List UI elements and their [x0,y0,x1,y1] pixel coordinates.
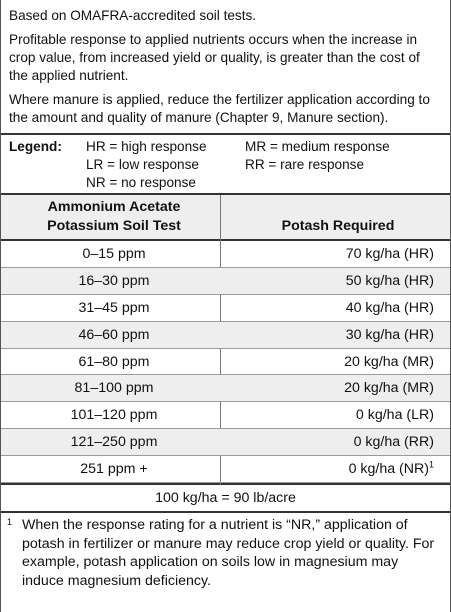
potash-required-value: 20 kg/ha (MR) [344,353,434,370]
table-row [1,241,450,268]
legend-nr: NR = no response [86,175,196,190]
table-row [1,402,450,429]
soil-test-cell: 31–45 ppm [78,299,150,316]
table-row [1,429,450,456]
soil-test-cell: 16–30 ppm [78,272,150,289]
table-row [1,268,450,295]
potash-required-cell [346,241,434,268]
legend-hr: HR = high response [86,139,207,154]
potash-required-cell [356,402,434,429]
potash-required-value: 40 kg/ha (HR) [345,299,434,316]
potash-required-value: 70 kg/ha (HR) [345,246,434,262]
note-profitable-response: Profitable response to applied nutrients occurs when the increase in crop value, from increased yield or quality, is greater than the cost of the applied nutrient. [9,32,420,83]
potash-required-value: 50 kg/ha (HR) [345,272,434,289]
legend [1,135,450,193]
potash-required-cell [344,375,434,402]
potash-table [1,195,450,483]
legend-label: Legend: [9,139,62,154]
soil-test-cell: 101–120 ppm [70,407,158,424]
potash-required-value: 0 kg/ha (LR) [355,407,434,424]
potash-required-value: 30 kg/ha (HR) [345,326,434,343]
potash-required-value: 20 kg/ha (MR) [344,380,434,397]
table-header [1,195,450,241]
potash-required-value: 0 kg/ha (NR) [348,461,429,478]
soil-test-cell: 61–80 ppm [78,353,150,370]
potash-required-cell [354,429,434,456]
legend-rr: RR = rare response [245,157,364,172]
potash-required-cell [346,268,434,295]
legend-mr: MR = medium response [245,139,390,154]
header-soil-test-line2: Potassium Soil Test [47,218,181,234]
note-soil-tests: Based on OMAFRA-accredited soil tests. [9,8,257,23]
footnote-ref: 1 [428,459,434,470]
soil-test-cell: 46–60 ppm [78,326,150,343]
table-row [1,349,450,376]
table-row [1,456,450,483]
intro-notes [1,0,450,127]
soil-test-cell: 121–250 ppm [70,434,158,451]
table-row [1,295,450,322]
soil-test-cell: 251 ppm + [80,461,148,478]
potash-required-cell [346,322,434,349]
footnote-marker: 1 [7,517,13,528]
conversion-note: 100 kg/ha = 90 lb/acre [1,483,450,513]
potash-required-value: 0 kg/ha (RR) [353,434,434,451]
legend-column-1 [86,138,207,192]
table-body [1,241,450,483]
header-potash-required: Potash Required [281,218,395,234]
header-soil-test-line1: Ammonium Acetate [47,199,181,215]
footnote [1,513,450,590]
note-manure: Where manure is applied, reduce the fertilizer application according to the amount and quality of manure (Chapter 9, Manure section). [9,92,430,125]
table-row [1,322,450,349]
header-soil-test [9,198,219,236]
soil-test-cell: 81–100 ppm [74,380,154,397]
legend-column-2 [245,138,390,174]
potash-required-cell [346,295,434,322]
potash-required-cell [344,349,434,376]
footnote-text: When the response rating for a nutrient is “NR,” application of potash in fertilizer or manure may reduce crop yield or quality. For example, potash application on soils low in magnesium may induce magnesium deficiency. [22,517,435,589]
table-row [1,375,450,402]
potash-required-cell [349,456,434,483]
legend-lr: LR = low response [86,157,199,172]
soil-test-cell: 0–15 ppm [82,246,146,262]
